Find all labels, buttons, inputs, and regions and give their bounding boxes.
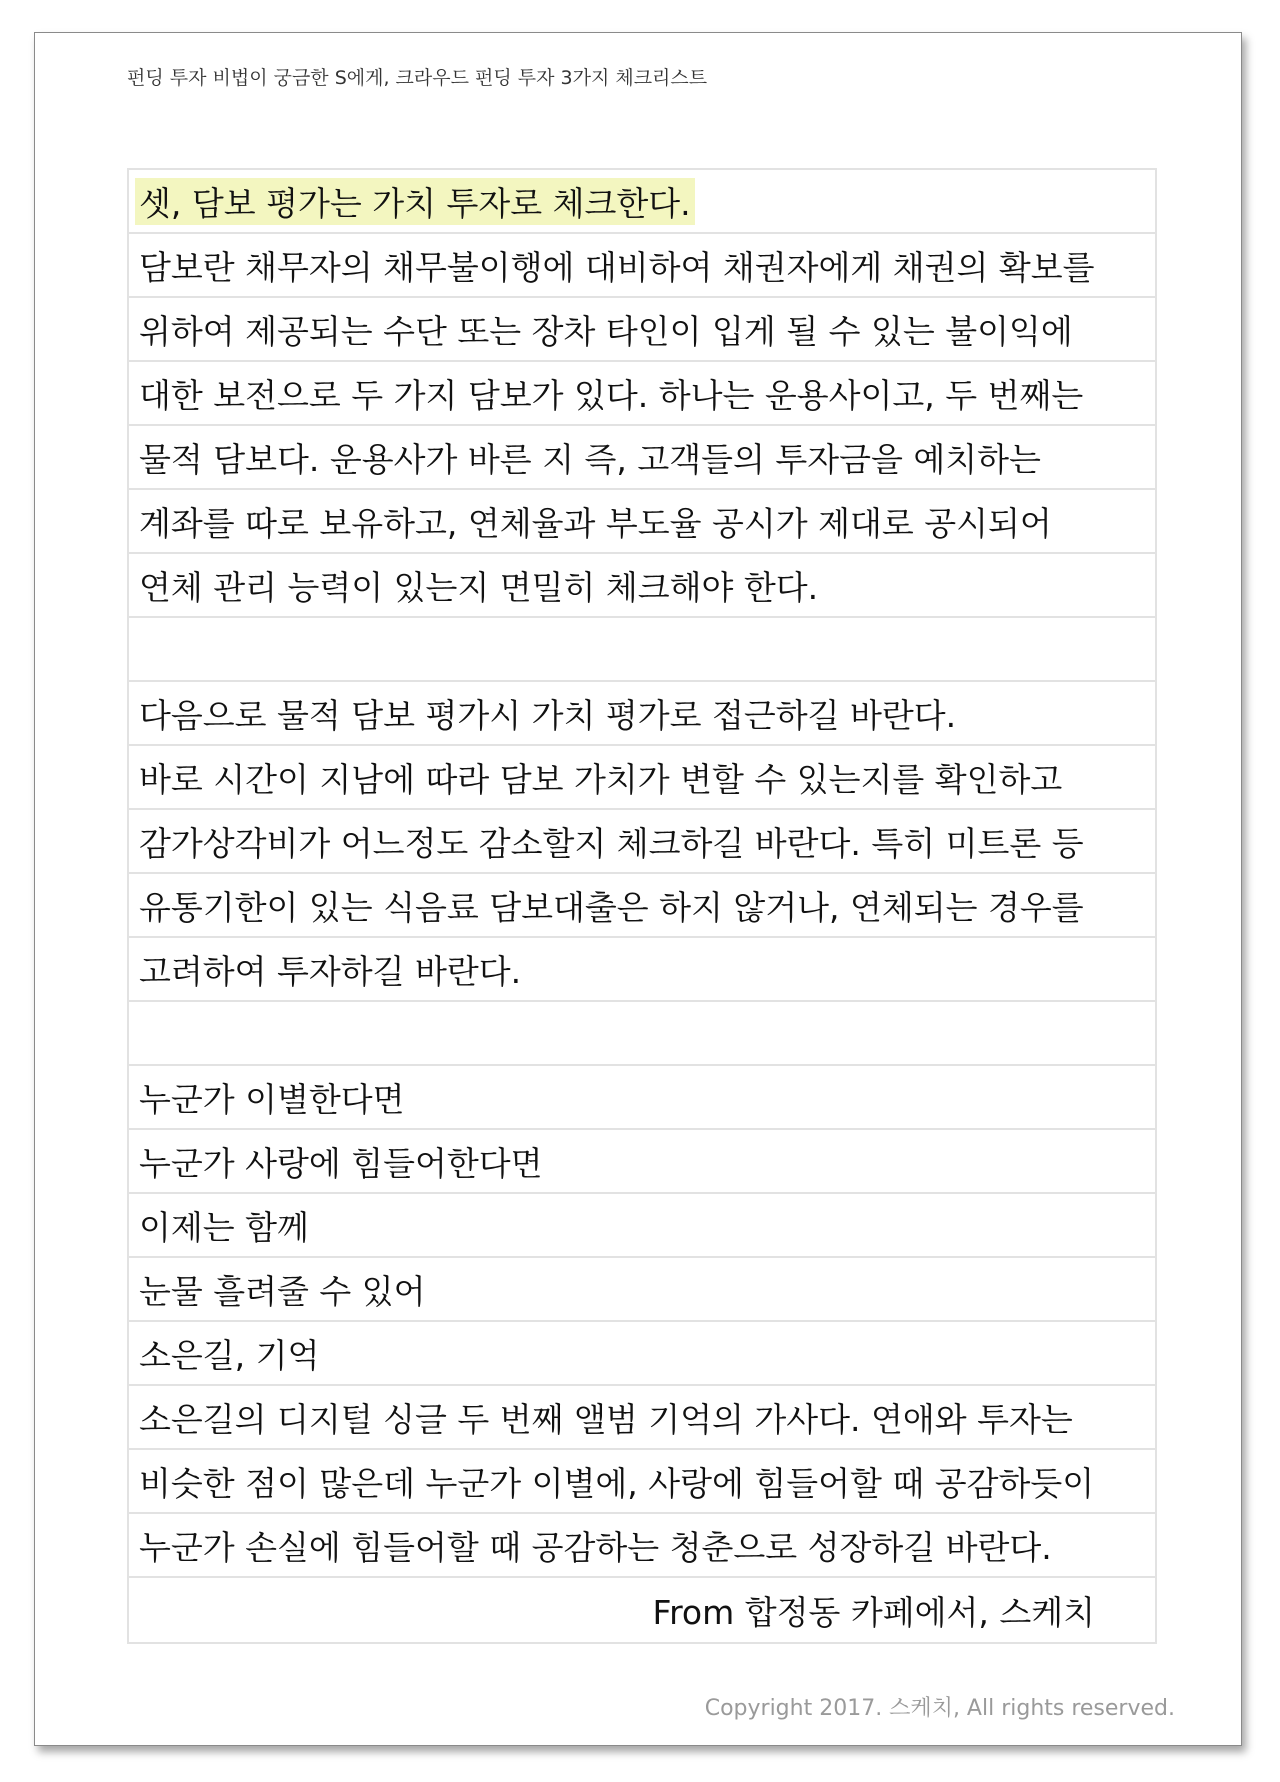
blank-line (129, 1002, 1155, 1066)
text-line: 대한 보전으로 두 가지 담보가 있다. 하나는 운용사이고, 두 번째는 (129, 362, 1155, 426)
text-line: 물적 담보다. 운용사가 바른 지 즉, 고객들의 투자금을 예치하는 (129, 426, 1155, 490)
text-line: 바로 시간이 지남에 따라 담보 가치가 변할 수 있는지를 확인하고 (129, 746, 1155, 810)
text-line: 담보란 채무자의 채무불이행에 대비하여 채권자에게 채권의 확보를 (129, 234, 1155, 298)
text-line: 연체 관리 능력이 있는지 면밀히 체크해야 한다. (129, 554, 1155, 618)
signature-line: From 합정동 카페에서, 스케치 (652, 1592, 1095, 1632)
text-line: 누군가 손실에 힘들어할 때 공감하는 청춘으로 성장하길 바란다. (129, 1514, 1155, 1578)
highlighted-heading-text: 셋, 담보 평가는 가치 투자로 체크한다. (135, 178, 695, 225)
page-header: 펀딩 투자 비법이 궁금한 S에게, 크라우드 펀딩 투자 3가지 체크리스트 (127, 67, 708, 89)
lyric-line: 누군가 사랑에 힘들어한다면 (129, 1130, 1155, 1194)
ruled-text-box (127, 168, 1157, 1644)
text-line: 다음으로 물적 담보 평가시 가치 평가로 접근하길 바란다. (129, 682, 1155, 746)
copyright-notice: Copyright 2017. 스케치, All rights reserved. (704, 1696, 1175, 1721)
section-heading (129, 170, 1155, 234)
lyric-line: 이제는 함께 (129, 1194, 1155, 1258)
text-line: 계좌를 따로 보유하고, 연체율과 부도율 공시가 제대로 공시되어 (129, 490, 1155, 554)
text-line: 위하여 제공되는 수단 또는 장차 타인이 입게 될 수 있는 불이익에 (129, 298, 1155, 362)
text-line: 유통기한이 있는 식음료 담보대출은 하지 않거나, 연체되는 경우를 (129, 874, 1155, 938)
blank-line (129, 618, 1155, 682)
text-line: 고려하여 투자하길 바란다. (129, 938, 1155, 1002)
document-page (34, 32, 1242, 1746)
text-line: 비슷한 점이 많은데 누군가 이별에, 사랑에 힘들어할 때 공감하듯이 (129, 1450, 1155, 1514)
text-line: 감가상각비가 어느정도 감소할지 체크하길 바란다. 특히 미트론 등 (129, 810, 1155, 874)
lyric-credit: 소은길, 기억 (129, 1322, 1155, 1386)
text-line: 소은길의 디지털 싱글 두 번째 앨범 기억의 가사다. 연애와 투자는 (129, 1386, 1155, 1450)
lyric-line: 누군가 이별한다면 (129, 1066, 1155, 1130)
lyric-line: 눈물 흘려줄 수 있어 (129, 1258, 1155, 1322)
